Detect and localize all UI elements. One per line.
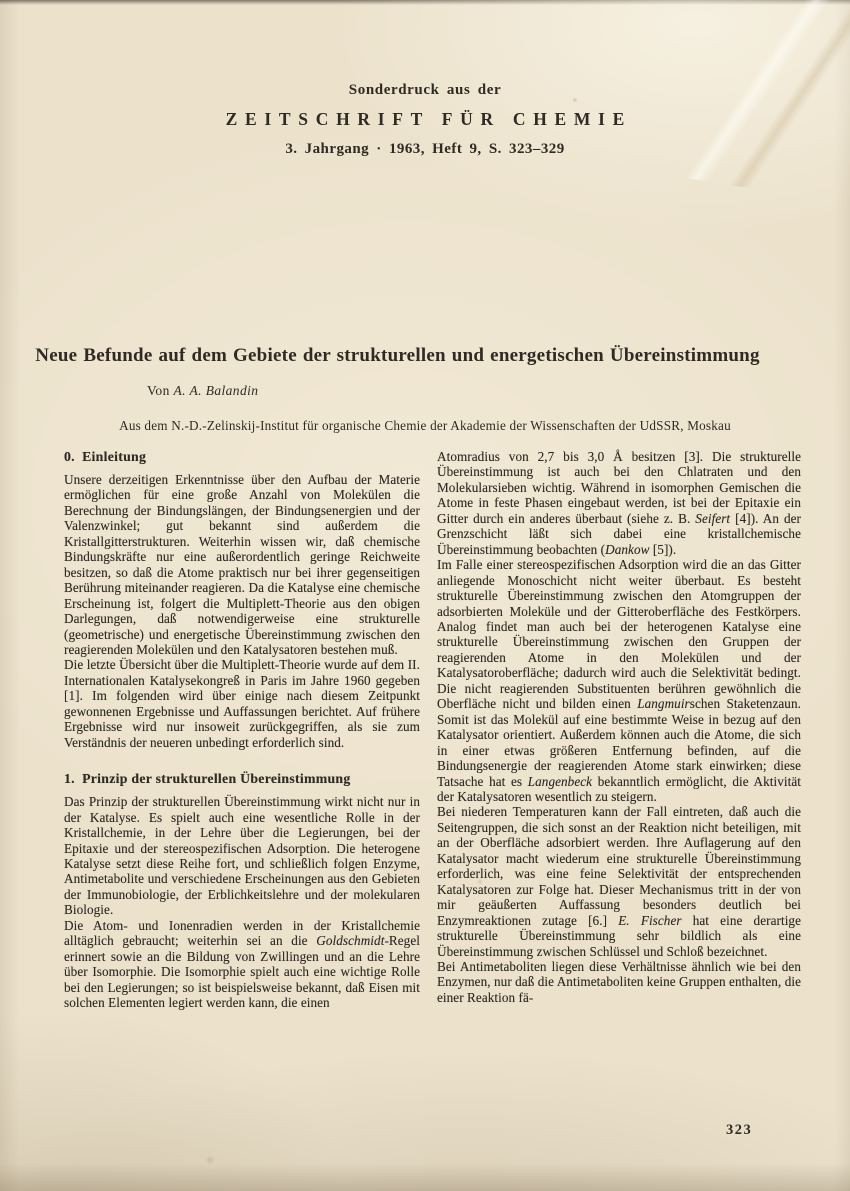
paragraph: Unsere derzeitigen Erkenntnisse über den Aufbau der Materie ermöglichen für eine große Anzahl von Molekülen die Berechnung der Bindungslängen, der Bindungsenergien und der Valenzwinkel; gut bekannt sind außerdem die Kristallgitterstrukturen. Weiterhin wissen wir, daß chemische Bindungskräfte nur eine außerordentlich geringe Reichweite besitzen, so daß die Atome praktisch nur bei ihrer gegenseitigen Berührung miteinander reagieren. Da die Katalyse eine chemische Erscheinung ist, folgert die Multiplett-Theorie aus den obigen Darlegungen, daß notwendigerweise eine strukturelle (geometrische) und energetische Übereinstimmung zwischen den reagierenden Molekülen und den Katalysatoren bestehen muß. [64,472,420,657]
column-left [64,449,420,1011]
text-columns [64,449,801,1011]
column-right [437,449,801,1011]
page-number: 323 [726,1122,753,1138]
reprint-note: Sonderdruck aus der [348,82,502,98]
affiliation: Aus dem N.-D.-Zelinskij-Institut für organische Chemie der Akademie der Wissenschaften der UdSSR, Moskau [119,418,731,433]
paragraph: Das Prinzip der strukturellen Übereinstimmung wirkt nicht nur in der Katalyse. Es spielt auch eine wesentliche Rolle in der Kristallchemie, in der Lehre über die Legierungen, bei der Epitaxie und der stereospezifischen Adsorption. Die heterogene Katalyse setzt diese Reihe fort, und schließlich folgen Enzyme, Antimetabolite und verschiedene Erscheinungen aus den Gebieten der Immunobiologie, der Erblichkeitslehre und der molekularen Biologie. [64,794,420,918]
section-heading-0: 0. Einleitung [64,449,147,464]
paragraph: Die Atom- und Ionenradien werden in der Kristallchemie alltäglich gebraucht; weiterhin sei an die Goldschmidt-Regel erinnert sowie an die Bildung von Zwillingen und an die Lehre über Isomorphie. Die Isomorphie spielt auch eine wichtige Rolle bei den Legierungen; so ist beispielsweise bekannt, daß Eisen mit solchen Elementen legiert werden kann, die einen [64,917,420,1011]
byline: Von A. A. Balandin [147,383,259,398]
paragraph: Die letzte Übersicht über die Multiplett-Theorie wurde auf dem II. Internationalen Katalysekongreß in Paris im Jahre 1960 gegeben [1]. Im folgenden wird über einige nach diesem Zeitpunkt gewonnenen Ergebnisse und Auffassungen berichtet. Auf frühere Ergebnisse wird nur insoweit zurückgegriffen, als sie zum Verständnis der neueren unbedingt erforderlich sind. [64,657,420,750]
journal-header [0,82,850,158]
issue-info: 3. Jahrgang · 1963, Heft 9, S. 323–329 [285,141,565,157]
article-title: Neue Befunde auf dem Gebiete der strukturellen und energetischen Übereinstimmung [35,345,760,366]
paragraph: Im Falle einer stereospezifischen Adsorption wird die an das Gitter anliegende Monoschicht nicht weiter überbaut. Es besteht strukturelle Übereinstimmung zwischen den Atomgruppen der adsorbierten Moleküle und der Gitteroberfläche des Festkörpers. Analog findet man auch bei der heterogenen Katalyse eine strukturelle Übereinstimmung zwischen den Gruppen der reagierenden Atome in den Molekülen und der Katalysatoroberfläche; dadurch wird auch die Selektivität bedingt. Die nicht reagierenden Substituenten berühren gewöhnlich die Oberfläche nicht und bilden einen Langmuirschen Staketenzaun. Somit ist das Molekül auf eine bestimmte Weise in bezug auf den Katalysator orientiert. Außerdem können auch die Atome, die sich in einer etwas größeren Entfernung befinden, auf die Bindungsenergie der reagierenden Atome stark einwirken; diese Tatsache hat es Langenbeck bekanntlich ermöglicht, die Aktivität der Katalysatoren wesentlich zu steigern. [437,557,801,804]
journal-title: ZEITSCHRIFT FÜR CHEMIE [225,109,633,129]
paragraph: Atomradius von 2,7 bis 3,0 Å besitzen [3]. Die strukturelle Übereinstimmung ist auch bei den Chlatraten und den Molekularsieben wichtig. Während in isomorphen Gemischen die Atome in feste Phasen eingebaut werden, ist bei der Epitaxie ein Gitter durch ein anderes überbaut (siehe z. B. Seifert [4]). An der Grenzschicht läßt sich dabei eine kristallchemische Übereinstimmung beobachten (Dankow [5]). [437,449,801,557]
paragraph: Bei niederen Temperaturen kann der Fall eintreten, daß auch die Seitengruppen, die sich sonst an der Reaktion nicht beteiligen, mit an der Oberfläche adsorbiert werden. Ihre Auflagerung auf den Katalysator macht wiederum eine strukturelle Übereinstimmung erforderlich, was eine feine Selektivität der entsprechenden Katalysatoren zur Folge hat. Dieser Mechanismus tritt in der von mir geäußerten Auffassung besonders deutlich bei Enzymreaktionen zutage [6.] E. Fischer hat eine derartige strukturelle Übereinstimmung sehr bildlich als eine Übereinstimmung zwischen Schlüssel und Schloß bezeichnet. [437,804,802,959]
paragraph: Bei Antimetaboliten liegen diese Verhältnisse ähnlich wie bei den Enzymen, nur daß die Antimetaboliten keine Gruppen enthalten, die einer Reaktion fä- [437,958,801,1005]
section-heading-1: 1. Prinzip der strukturellen Übereinstimmung [64,771,351,787]
